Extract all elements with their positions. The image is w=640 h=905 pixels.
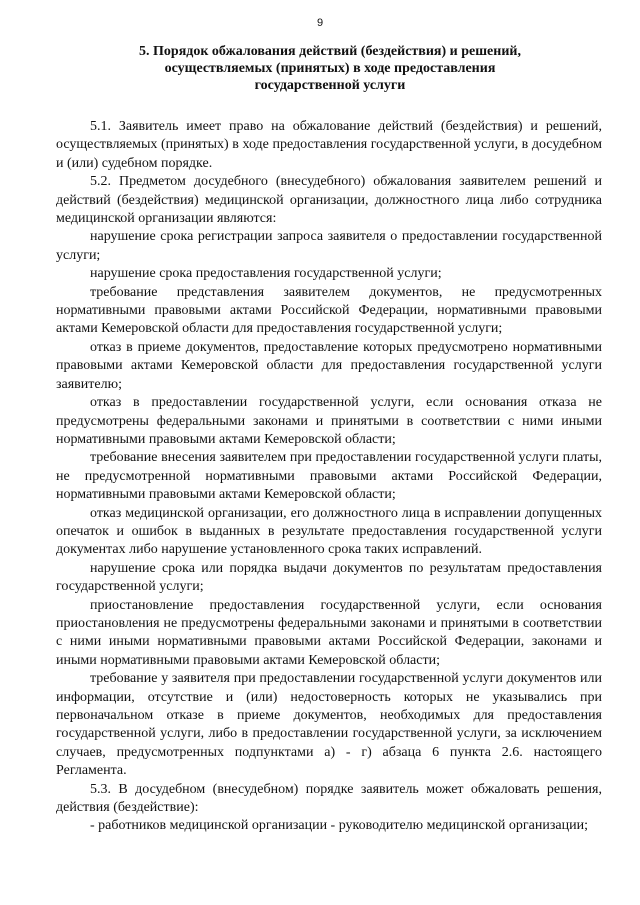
list-item: нарушение срока предоставления государственной услуги; xyxy=(90,266,442,282)
list-item: требование внесения заявителем при предоставлении государственной услуги платы, не предусмотренной нормативными правовыми актами Российской Федерации, нормативными правовыми актами Кемеровской области; xyxy=(56,450,602,503)
paragraph-5-3: 5.3. В досудебном (внесудебном) порядке заявитель может обжаловать решения, действия (бездействие): xyxy=(56,781,602,816)
paragraph-5-1: 5.1. Заявитель имеет право на обжалование действий (бездействия) и решений, осуществляемых (принятых) в ходе предоставления государственной услуги, в досудебном и (или) судебном порядке. xyxy=(56,119,602,171)
list-item: отказ в приеме документов, предоставление которых предусмотрено нормативными правовыми актами Кемеровской области для предоставления государственной услуги заявителю; xyxy=(56,339,602,392)
document-body xyxy=(56,118,602,836)
section-heading-line: 5. Порядок обжалования действий (бездействия) и решений, xyxy=(139,44,521,59)
list-item: требование представления заявителем документов, не предусмотренных нормативными правовыми актами Российской Федерации, нормативными правовыми актами Кемеровской области для предоставления государственной услуги; xyxy=(56,284,602,337)
section-heading xyxy=(100,43,560,94)
section-heading-line: государственной услуги xyxy=(254,78,406,93)
list-item: нарушение срока или порядка выдачи документов по результатам предоставления государственной услуги; xyxy=(56,560,602,595)
list-item: - работников медицинской организации - руководителю медицинской организации; xyxy=(90,818,588,834)
paragraph-5-2: 5.2. Предметом досудебного (внесудебного) обжалования заявителем решений и действий (бездействия) медицинской организации, должностного лица либо сотрудника медицинской организации являются: xyxy=(56,174,602,227)
list-item: требование у заявителя при предоставлении государственной услуги документов или информации, отсутствие и (или) недостоверность которых не указывались при первоначальном отказе в приеме документов, необходимых для предоставления государственной услуги, либо в предоставлении государственной услуги, за исключением случаев, предусмотренных подпунктами а) - г) абзаца 6 пункта 2.6. настоящего Регламента. xyxy=(56,671,602,779)
page-number: 9 xyxy=(316,17,324,29)
list-item: отказ медицинской организации, его должностного лица в исправлении допущенных опечаток и ошибок в выданных в результате предоставления государственной услуги документах либо нарушение установленного срока таких исправлений. xyxy=(56,505,602,558)
section-heading-line: осуществляемых (принятых) в ходе предоставления xyxy=(164,61,496,76)
list-item: нарушение срока регистрации запроса заявителя о предоставлении государственной услуги; xyxy=(56,229,602,263)
list-item: приостановление предоставления государственной услуги, если основания приостановления не предусмотрены федеральными законами и принятыми в соответствии с ними иными нормативными правовыми актами Российской Федерации, законами и иными нормативными правовыми актами Кемеровской области; xyxy=(56,597,602,668)
list-item: отказ в предоставлении государственной услуги, если основания отказа не предусмотрены федеральными законами и принятыми в соответствии с ними иными нормативными правовыми актами Кемеровской области; xyxy=(56,395,602,447)
